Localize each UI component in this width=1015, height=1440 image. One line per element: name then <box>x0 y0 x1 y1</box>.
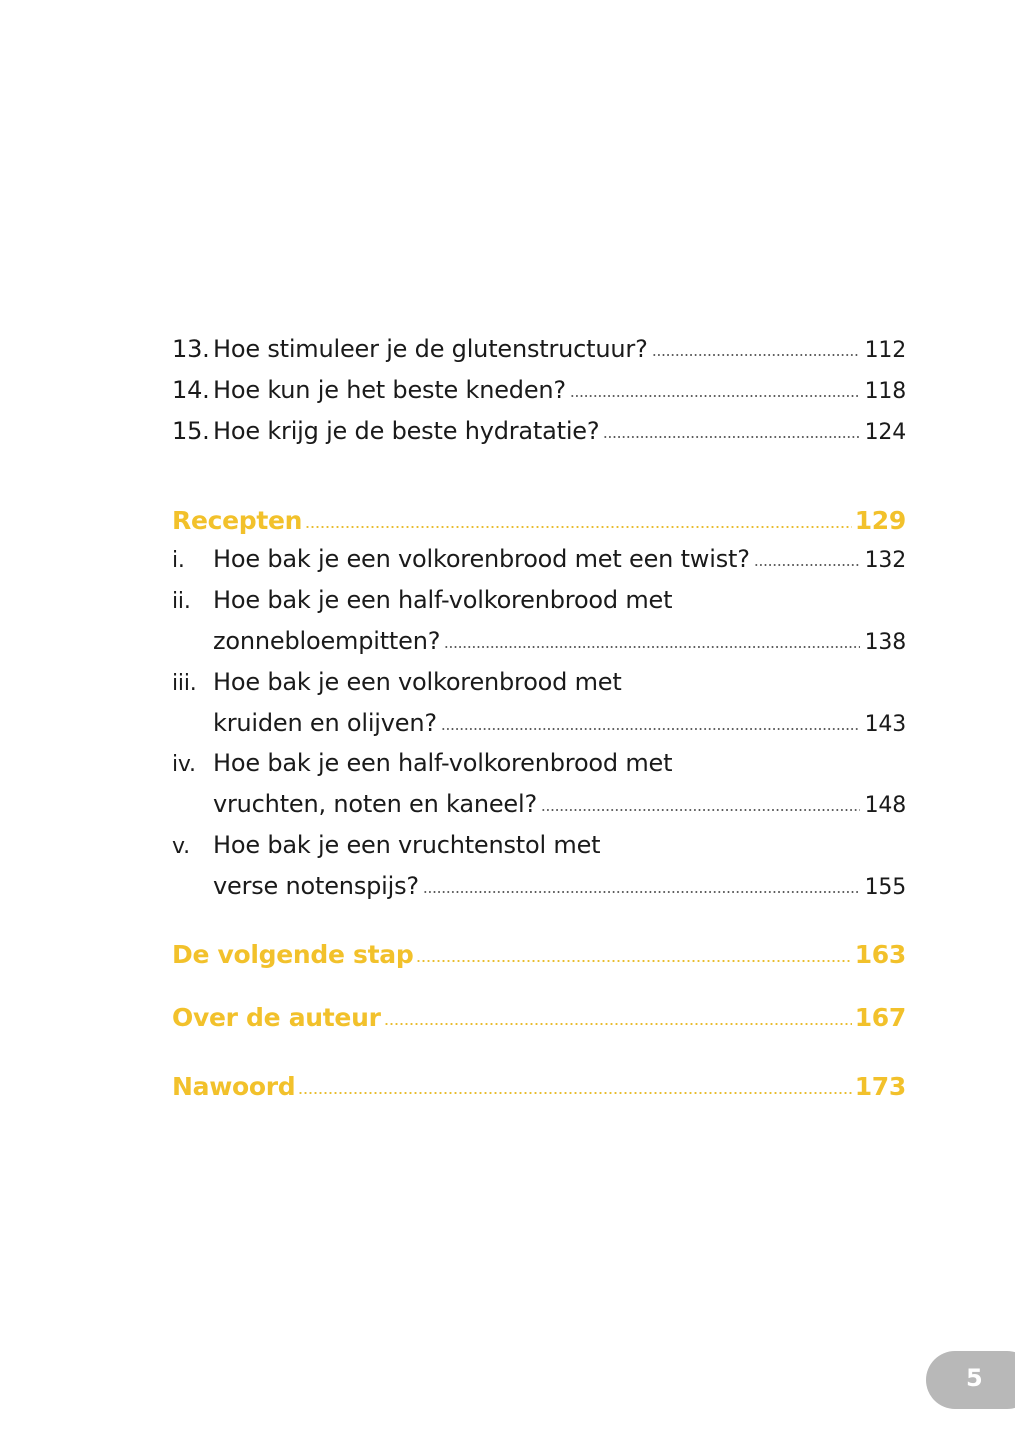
section-title: Over de auteur <box>172 1002 381 1032</box>
entry-page: 112 <box>864 338 906 363</box>
toc-section-recepten[interactable] <box>172 506 906 535</box>
table-of-contents <box>172 330 906 1101</box>
entry-title-line2: verse notenspijs? <box>213 871 419 900</box>
entry-page: 118 <box>864 378 906 404</box>
entry-page: 148 <box>864 793 906 819</box>
section-title: Recepten <box>172 506 303 536</box>
entry-title-line1: Hoe bak je een half-volkorenbrood met <box>213 586 673 615</box>
entry-number: 15. <box>172 416 210 445</box>
toc-section-over-de-auteur[interactable] <box>172 1003 906 1032</box>
toc-recipe-v[interactable] <box>172 826 906 908</box>
dot-leader <box>416 960 851 962</box>
entry-title-line1: Hoe bak je een vruchtenstol met <box>213 830 601 859</box>
section-title: Nawoord <box>172 1071 296 1101</box>
entry-number: 14. <box>172 375 210 404</box>
entry-title: Hoe stimuleer je de glutenstructuur? <box>213 335 648 363</box>
toc-recipe-ii[interactable] <box>172 581 906 663</box>
entry-title-line2: zonnebloempitten? <box>213 626 441 655</box>
entry-title: Hoe krijg je de beste hydratatie? <box>213 416 600 445</box>
dot-leader <box>652 354 860 356</box>
entry-page: 138 <box>864 629 906 655</box>
toc-entry-15[interactable] <box>172 412 906 453</box>
toc-recipe-iii[interactable] <box>172 663 906 745</box>
dot-leader <box>444 646 860 648</box>
entry-number: ii. <box>172 589 191 615</box>
toc-section-de-volgende-stap[interactable] <box>172 940 906 969</box>
toc-recipe-i[interactable] <box>172 540 906 581</box>
entry-number: v. <box>172 833 190 859</box>
toc-section-nawoord[interactable] <box>172 1072 906 1101</box>
section-page: 129 <box>854 506 906 536</box>
dot-leader <box>441 728 860 730</box>
entry-title-line2: vruchten, noten en kaneel? <box>213 790 537 819</box>
entry-page: 143 <box>864 711 906 737</box>
dot-leader <box>754 564 860 566</box>
dot-leader <box>423 891 860 893</box>
dot-leader <box>305 526 852 528</box>
section-page: 163 <box>854 939 906 969</box>
entry-title-line2: kruiden en olijven? <box>213 708 437 737</box>
page-number-tab <box>926 1351 1015 1409</box>
entry-page: 124 <box>864 419 906 445</box>
toc-recipe-iv[interactable] <box>172 744 906 826</box>
dot-leader <box>570 395 860 397</box>
dot-leader <box>384 1023 852 1025</box>
entry-number: iii. <box>172 670 197 696</box>
section-page: 173 <box>854 1071 906 1101</box>
entry-title: Hoe bak je een volkorenbrood met een twist? <box>213 545 750 574</box>
entry-title-line1: Hoe bak je een volkorenbrood met <box>213 667 622 696</box>
entry-page: 132 <box>864 548 906 574</box>
toc-entry-13[interactable] <box>172 330 906 371</box>
entry-number: i. <box>172 548 185 574</box>
dot-leader <box>541 809 860 811</box>
section-page: 167 <box>854 1002 906 1032</box>
entry-number: 13. <box>172 335 210 363</box>
entry-title-line1: Hoe bak je een half-volkorenbrood met <box>213 749 673 778</box>
toc-entry-14[interactable] <box>172 371 906 412</box>
dot-leader <box>298 1092 851 1094</box>
entry-title: Hoe kun je het beste kneden? <box>213 375 566 404</box>
entry-number: iv. <box>172 752 196 778</box>
page-number: 5 <box>966 1364 983 1392</box>
dot-leader <box>603 436 860 438</box>
section-title: De volgende stap <box>172 939 414 969</box>
entry-page: 155 <box>864 874 906 900</box>
